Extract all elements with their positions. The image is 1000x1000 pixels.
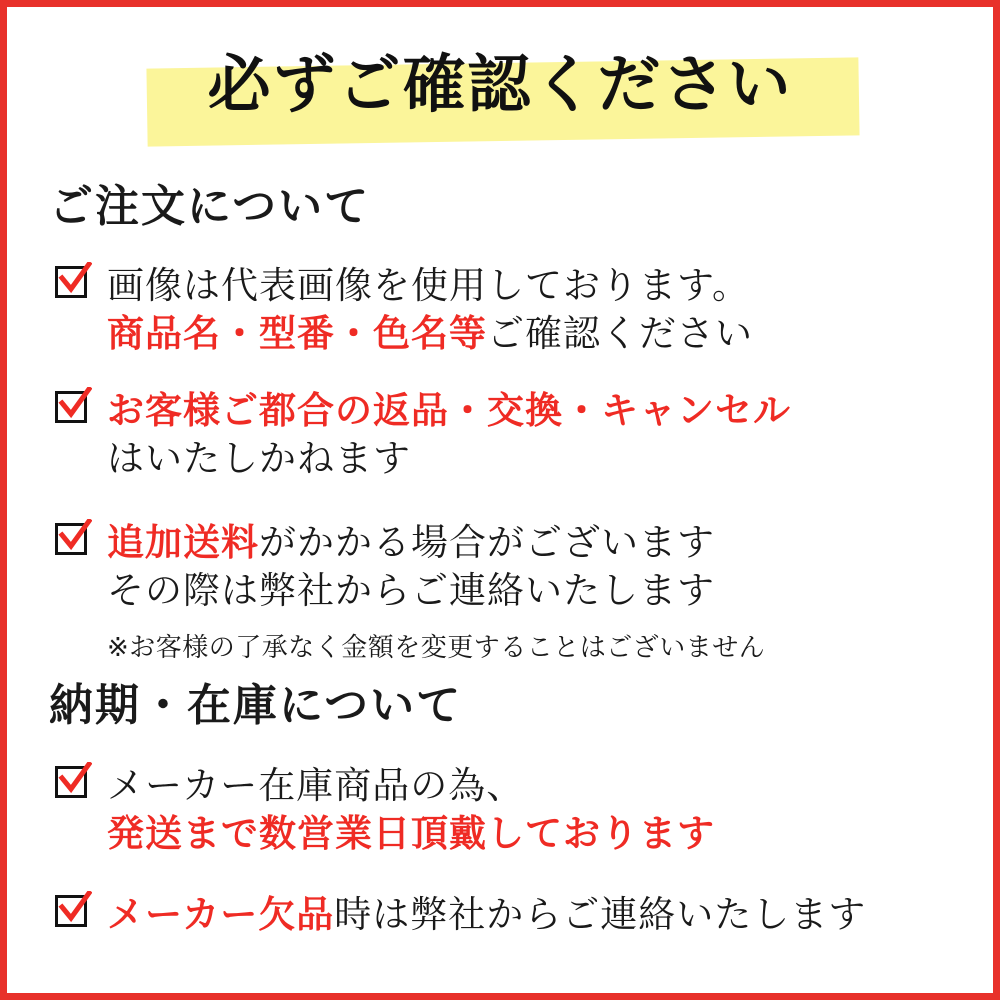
checkbox-checked-icon [55, 766, 93, 804]
list-item [55, 762, 975, 858]
item-line: メーカー在庫商品の為、 [107, 764, 525, 807]
list-item [55, 262, 975, 358]
page-title-text: 必ずご確認ください [207, 48, 793, 121]
border-frame-right [993, 0, 1000, 1000]
item-line-black: ご確認ください [487, 312, 753, 356]
item-line [107, 891, 975, 939]
item-line: お客様ご都合の返品・交換・キャンセル [107, 389, 791, 432]
list-item [55, 519, 975, 615]
item-line-red: 追加送料 [107, 521, 259, 564]
list-item [55, 891, 975, 939]
border-frame-left [0, 0, 7, 1000]
border-frame-top [0, 0, 1000, 7]
page-title [7, 45, 993, 121]
checkbox-checked-icon [55, 523, 93, 561]
border-frame-bottom [0, 993, 1000, 1000]
item-line-red: メーカー欠品 [107, 893, 335, 936]
item-line [107, 310, 975, 358]
item-line [107, 519, 975, 567]
section-heading-order: ご注文について [49, 181, 371, 232]
checkbox-checked-icon [55, 895, 93, 933]
list-item [55, 387, 975, 483]
item-line-black: 時は弊社からご連絡いたします [334, 893, 867, 936]
content-area [7, 7, 993, 993]
item-line: その際は弊社からご連絡いたします [107, 569, 715, 613]
item-line-red: 商品名・型番・色名等 [107, 312, 487, 356]
item-line: 画像は代表画像を使用しております。 [107, 264, 751, 307]
item-line: はいたしかねます [107, 437, 411, 481]
checkbox-checked-icon [55, 391, 93, 429]
item-line: 発送まで数営業日頂戴しております [107, 812, 715, 856]
checkbox-checked-icon [55, 266, 93, 304]
item-note: ※お客様の了承なく金額を変更することはございません [107, 633, 766, 663]
section-heading-stock: 納期・在庫について [49, 680, 463, 731]
item-line-black: がかかる場合がございます [259, 521, 715, 564]
